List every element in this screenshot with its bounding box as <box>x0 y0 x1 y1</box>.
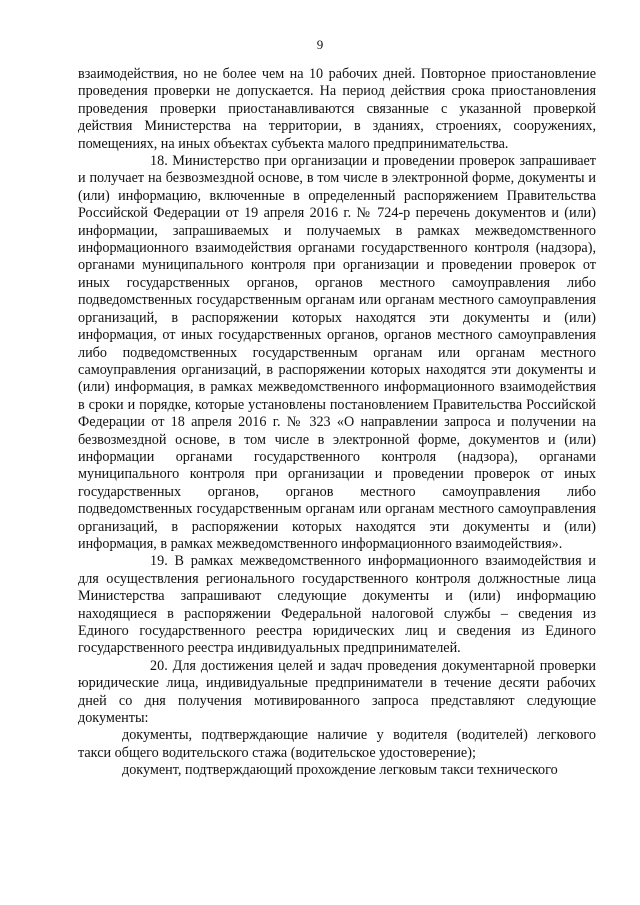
paragraph-18: 18. Министерство при организации и проведении проверок запрашивает и получает на безвозмездной основе, в том числе в электронной форме, документы и (или) информацию, включенные в определенный распоряжением Правительства Российской Федерации от 19 апреля 2016 г. № 724-р перечень документов и (или) информации, запрашиваемых и получаемых в рамках межведомственного информационного взаимодействия органами государственного контроля (надзора), органами муниципального контроля при организации и проведении проверок от иных государственных органов, органов местного самоуправления либо подведомственных государственным органам или органам местного самоуправления организаций, в распоряжении которых находятся эти документы и (или) информация, от иных государственных органов, органов местного самоуправления либо подведомственных государственным органам или органам местного самоуправления организаций, в распоряжении которых находятся эти документы и (или) информация, в рамках межведомственного информационного взаимодействия в сроки и порядке, которые установлены постановлением Правительства Российской Федерации от 18 апреля 2016 г. № 323 «О направлении запроса и получении на безвозмездной основе, в том числе в электронной форме, документов и (или) информации органами государственного контроля (надзора), органами муниципального контроля при организации и проведении проверок от иных государственных органов, органов местного самоуправления либо подведомственных государственным органам или органам местного самоуправления организаций, в распоряжении которых находятся эти документы и (или) информация, в рамках межведомственного информационного взаимодействия». <box>78 153 596 552</box>
paragraph-continuation: взаимодействия, но не более чем на 10 рабочих дней. Повторное приостановление проведения проверки не допускается. На период действия срока приостановления проведения проверки приостанавливаются связанные с указанной проверкой действия Министерства на территории, в зданиях, строениях, сооружениях, помещениях, на иных объектах субъекта малого предпринимательства. <box>78 66 596 152</box>
paragraph-19: 19. В рамках межведомственного информационного взаимодействия и для осуществления регионального государственного контроля должностные лица Министерства запрашивают следующие документы и (или) информацию находящиеся в распоряжении Федеральной налоговой службы – сведения из Единого государственного реестра юридических лиц и сведения из Единого государственного реестра индивидуальных предпринимателей. <box>78 553 596 657</box>
paragraph-20: 20. Для достижения целей и задач проведения документарной проверки юридические лица, индивидуальные предприниматели в течение десяти рабочих дней со дня получения мотивированного запроса представляют следующие документы: <box>78 657 596 727</box>
list-item-driver-documents: документы, подтверждающие наличие у водителя (водителей) легкового такси общего водительского стажа (водительское удостоверение); <box>78 727 596 761</box>
document-body <box>78 66 596 780</box>
page-number: 9 <box>316 37 324 52</box>
list-item-technical-inspection: документ, подтверждающий прохождение легковым такси технического <box>122 762 558 779</box>
